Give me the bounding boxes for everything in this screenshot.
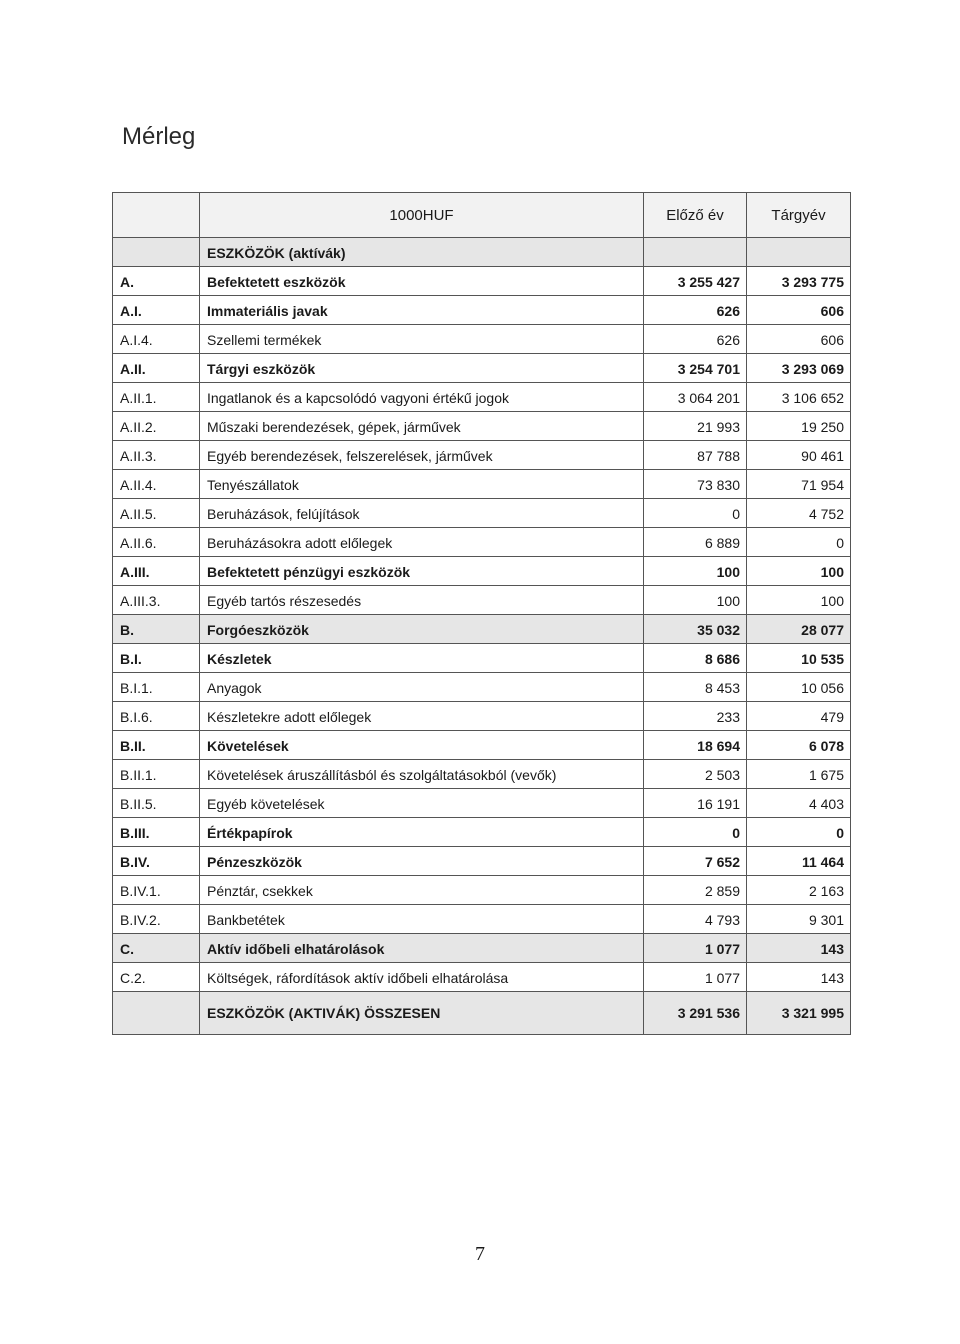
row-current-value: 3 293 069 — [747, 354, 851, 383]
row-prev-value: 16 191 — [644, 789, 747, 818]
row-prev-value: 1 077 — [644, 934, 747, 963]
row-code: B.I.1. — [113, 673, 200, 702]
table-row — [113, 905, 851, 934]
table-row — [113, 470, 851, 499]
row-prev-value: 626 — [644, 296, 747, 325]
row-code: C.2. — [113, 963, 200, 992]
row-prev-value: 100 — [644, 557, 747, 586]
row-label: Egyéb berendezések, felszerelések, járművek — [200, 441, 644, 470]
row-code: A.I.4. — [113, 325, 200, 354]
row-code: A.II.4. — [113, 470, 200, 499]
row-prev-value: 3 254 701 — [644, 354, 747, 383]
row-code: A.II.5. — [113, 499, 200, 528]
row-current-value: 1 675 — [747, 760, 851, 789]
table-row — [113, 325, 851, 354]
row-label: Egyéb tartós részesedés — [200, 586, 644, 615]
row-label: Tenyészállatok — [200, 470, 644, 499]
row-label: Ingatlanok és a kapcsolódó vagyoni értékű jogok — [200, 383, 644, 412]
row-code: A.III. — [113, 557, 200, 586]
page-title: Mérleg — [122, 123, 196, 150]
row-code: B.I.6. — [113, 702, 200, 731]
row-current-value: 28 077 — [747, 615, 851, 644]
table-row — [113, 731, 851, 760]
table-row — [113, 586, 851, 615]
row-code: B.IV. — [113, 847, 200, 876]
table-row — [113, 267, 851, 296]
header-prev-year: Előző év — [644, 193, 747, 238]
table-row — [113, 238, 851, 267]
total-code — [113, 992, 200, 1035]
total-row — [113, 992, 851, 1035]
row-label: Tárgyi eszközök — [200, 354, 644, 383]
row-current-value: 606 — [747, 325, 851, 354]
row-code: B.I. — [113, 644, 200, 673]
table-row — [113, 876, 851, 905]
row-code: B.IV.1. — [113, 876, 200, 905]
row-current-value: 606 — [747, 296, 851, 325]
table-row — [113, 383, 851, 412]
row-current-value: 11 464 — [747, 847, 851, 876]
row-code: C. — [113, 934, 200, 963]
total-prev-value: 3 291 536 — [644, 992, 747, 1035]
table-row — [113, 789, 851, 818]
row-code: B. — [113, 615, 200, 644]
row-current-value: 90 461 — [747, 441, 851, 470]
table-row — [113, 760, 851, 789]
row-current-value: 10 535 — [747, 644, 851, 673]
row-code: A.II. — [113, 354, 200, 383]
row-label: Pénzeszközök — [200, 847, 644, 876]
row-label: Bankbetétek — [200, 905, 644, 934]
row-prev-value: 8 686 — [644, 644, 747, 673]
row-label: Forgóeszközök — [200, 615, 644, 644]
header-unit: 1000HUF — [200, 193, 644, 238]
page-number: 7 — [475, 1243, 485, 1265]
row-prev-value: 8 453 — [644, 673, 747, 702]
row-current-value: 143 — [747, 963, 851, 992]
row-label: ESZKÖZÖK (aktívák) — [200, 238, 644, 267]
table-row — [113, 528, 851, 557]
row-prev-value: 1 077 — [644, 963, 747, 992]
table-row — [113, 847, 851, 876]
row-prev-value: 0 — [644, 818, 747, 847]
row-prev-value: 87 788 — [644, 441, 747, 470]
row-prev-value: 4 793 — [644, 905, 747, 934]
table-row — [113, 644, 851, 673]
row-current-value: 100 — [747, 586, 851, 615]
row-prev-value: 7 652 — [644, 847, 747, 876]
table-header-row — [113, 193, 851, 238]
row-code: A.II.1. — [113, 383, 200, 412]
row-label: Befektetett pénzügyi eszközök — [200, 557, 644, 586]
row-code: A.II.2. — [113, 412, 200, 441]
row-code: A.II.3. — [113, 441, 200, 470]
row-code — [113, 238, 200, 267]
row-prev-value: 3 064 201 — [644, 383, 747, 412]
row-code: B.II.1. — [113, 760, 200, 789]
row-prev-value: 18 694 — [644, 731, 747, 760]
row-prev-value: 6 889 — [644, 528, 747, 557]
row-prev-value: 0 — [644, 499, 747, 528]
row-label: Szellemi termékek — [200, 325, 644, 354]
table-row — [113, 296, 851, 325]
table-row — [113, 354, 851, 383]
row-label: Aktív időbeli elhatárolások — [200, 934, 644, 963]
row-current-value: 479 — [747, 702, 851, 731]
row-current-value: 143 — [747, 934, 851, 963]
table-row — [113, 934, 851, 963]
row-prev-value: 100 — [644, 586, 747, 615]
row-label: Beruházások, felújítások — [200, 499, 644, 528]
row-label: Költségek, ráfordítások aktív időbeli elhatárolása — [200, 963, 644, 992]
row-label: Egyéb követelések — [200, 789, 644, 818]
header-code — [113, 193, 200, 238]
row-prev-value: 2 859 — [644, 876, 747, 905]
table-row — [113, 615, 851, 644]
row-current-value: 3 106 652 — [747, 383, 851, 412]
row-label: Beruházásokra adott előlegek — [200, 528, 644, 557]
total-label: ESZKÖZÖK (AKTIVÁK) ÖSSZESEN — [200, 992, 644, 1035]
row-current-value — [747, 238, 851, 267]
row-current-value: 3 293 775 — [747, 267, 851, 296]
row-prev-value: 2 503 — [644, 760, 747, 789]
row-label: Értékpapírok — [200, 818, 644, 847]
table-row — [113, 557, 851, 586]
table-row — [113, 412, 851, 441]
row-code: A.III.3. — [113, 586, 200, 615]
row-label: Követelések — [200, 731, 644, 760]
table-row — [113, 963, 851, 992]
table-row — [113, 673, 851, 702]
row-current-value: 6 078 — [747, 731, 851, 760]
table-row — [113, 441, 851, 470]
row-prev-value: 35 032 — [644, 615, 747, 644]
row-current-value: 10 056 — [747, 673, 851, 702]
row-code: A.I. — [113, 296, 200, 325]
row-prev-value: 21 993 — [644, 412, 747, 441]
row-prev-value: 233 — [644, 702, 747, 731]
row-prev-value: 73 830 — [644, 470, 747, 499]
row-label: Követelések áruszállításból és szolgáltatásokból (vevők) — [200, 760, 644, 789]
row-current-value: 19 250 — [747, 412, 851, 441]
row-label: Műszaki berendezések, gépek, járművek — [200, 412, 644, 441]
row-label: Anyagok — [200, 673, 644, 702]
row-prev-value — [644, 238, 747, 267]
row-label: Készletekre adott előlegek — [200, 702, 644, 731]
row-prev-value: 626 — [644, 325, 747, 354]
table-row — [113, 702, 851, 731]
row-code: A. — [113, 267, 200, 296]
row-current-value: 4 403 — [747, 789, 851, 818]
row-current-value: 71 954 — [747, 470, 851, 499]
row-code: B.II. — [113, 731, 200, 760]
row-current-value: 0 — [747, 528, 851, 557]
row-prev-value: 3 255 427 — [644, 267, 747, 296]
row-label: Immateriális javak — [200, 296, 644, 325]
row-code: B.II.5. — [113, 789, 200, 818]
row-current-value: 9 301 — [747, 905, 851, 934]
row-label: Pénztár, csekkek — [200, 876, 644, 905]
row-current-value: 4 752 — [747, 499, 851, 528]
row-current-value: 2 163 — [747, 876, 851, 905]
row-code: B.IV.2. — [113, 905, 200, 934]
row-current-value: 100 — [747, 557, 851, 586]
total-current-value: 3 321 995 — [747, 992, 851, 1035]
row-current-value: 0 — [747, 818, 851, 847]
table-row — [113, 499, 851, 528]
header-current-year: Tárgyév — [747, 193, 851, 238]
row-code: B.III. — [113, 818, 200, 847]
row-code: A.II.6. — [113, 528, 200, 557]
table-row — [113, 818, 851, 847]
balance-sheet-table — [112, 192, 851, 1035]
row-label: Készletek — [200, 644, 644, 673]
row-label: Befektetett eszközök — [200, 267, 644, 296]
